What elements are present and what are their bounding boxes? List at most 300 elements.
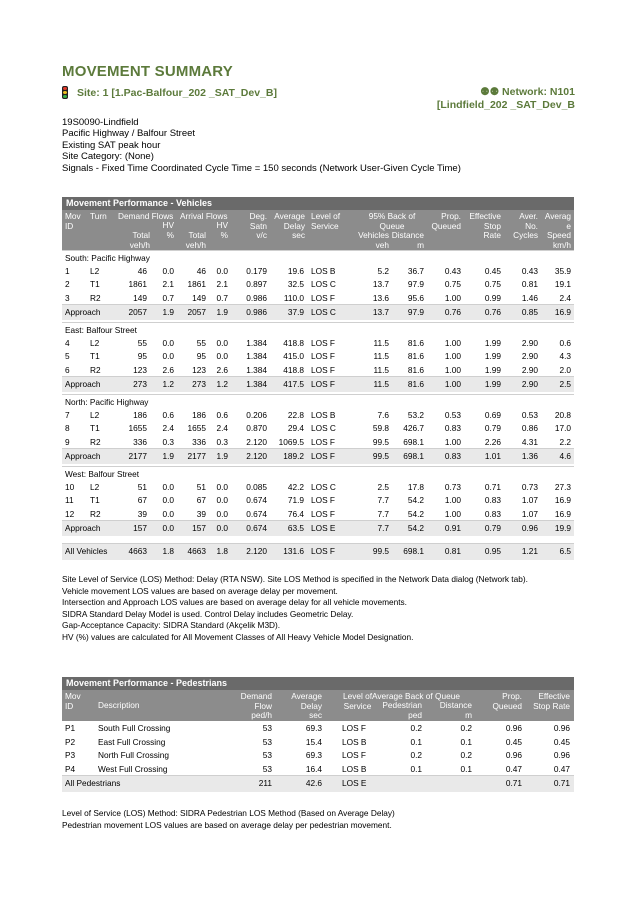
column-header: Demand Flows — [118, 211, 174, 221]
table-row — [62, 493, 574, 507]
cell: 0.83 — [484, 508, 501, 519]
cell: 0.71 — [505, 778, 522, 788]
cell: 46 — [196, 265, 206, 276]
cell: 0.85 — [521, 307, 538, 317]
cell: T1 — [90, 423, 100, 433]
cell: 0.91 — [444, 523, 461, 533]
cell: 1.8 — [216, 546, 228, 556]
cell: LOS E — [311, 523, 336, 533]
cell: 1.9 — [216, 451, 228, 461]
cell: 0.674 — [246, 508, 267, 519]
cell: 415.0 — [283, 351, 304, 361]
cell: 29.4 — [287, 423, 304, 433]
cell: 55 — [196, 337, 206, 348]
cell: LOS F — [311, 546, 335, 556]
cell: 54.2 — [407, 523, 424, 533]
cell: 1.384 — [246, 351, 267, 361]
cell: 1.00 — [444, 495, 461, 505]
cell: 3 — [65, 292, 70, 303]
cell: 0.96 — [553, 723, 570, 733]
cell: 2.90 — [521, 379, 538, 389]
column-header: Arrival Flows — [180, 211, 228, 221]
vehicle-notes — [62, 574, 528, 644]
cell: 0.83 — [484, 495, 501, 505]
cell: L2 — [90, 265, 100, 276]
cell: North Full Crossing — [98, 750, 170, 760]
cell: 81.6 — [407, 337, 424, 348]
cell: South Full Crossing — [98, 723, 171, 733]
cell: LOS C — [311, 423, 336, 433]
cell: 2.4 — [559, 292, 571, 303]
cell: 2.90 — [521, 337, 538, 348]
cell: 2.120 — [246, 451, 267, 461]
cell: 7 — [65, 409, 70, 420]
cell: 7.7 — [377, 508, 389, 519]
cell: 0.45 — [505, 736, 522, 747]
cell: 123 — [192, 364, 206, 375]
cell: 0.0 — [216, 351, 228, 361]
cell: 0.45 — [484, 265, 501, 276]
cell: 1.07 — [521, 508, 538, 519]
approach-row — [62, 376, 574, 392]
cell: 2.5 — [559, 379, 571, 389]
cell: 1 — [65, 265, 70, 276]
cell: 53 — [262, 750, 272, 760]
table-row — [62, 748, 574, 762]
cell: 0.53 — [444, 409, 461, 420]
cell: 7.6 — [377, 409, 389, 420]
cell: LOS C — [311, 481, 336, 492]
cell: 16.9 — [554, 307, 571, 317]
cell: L2 — [90, 481, 100, 492]
cell: 8 — [65, 423, 70, 433]
cell: 0.43 — [444, 265, 461, 276]
cell: 0.96 — [505, 750, 522, 760]
pedestrians-column-headers — [62, 690, 574, 721]
cell: 2.4 — [162, 423, 174, 433]
column-header: Prop. Queued — [492, 691, 522, 711]
cell: 2177 — [128, 451, 147, 461]
cell: 1.99 — [484, 351, 501, 361]
cell: 95.6 — [407, 292, 424, 303]
cell: LOS F — [311, 292, 335, 303]
cell: 1.00 — [444, 508, 461, 519]
cell: 2 — [65, 279, 70, 289]
section-title: South: Pacific Highway — [65, 253, 150, 263]
cell: 0.6 — [162, 409, 174, 420]
column-header: Effective Stop Rate — [533, 691, 570, 711]
site-label — [62, 86, 277, 99]
traffic-light-icon — [62, 86, 68, 99]
cell: 273 — [133, 379, 147, 389]
cell: 189.2 — [283, 451, 304, 461]
cell: All Vehicles — [65, 546, 108, 556]
cell: Approach — [65, 451, 101, 461]
site-name: Site: 1 [1.Pac-Balfour_202 _SAT_Dev_B] — [77, 86, 277, 99]
column-header: 95% Back of Queue — [368, 211, 416, 231]
cell: P2 — [65, 736, 76, 747]
cell: 99.5 — [372, 436, 389, 447]
table-row — [62, 480, 574, 494]
cell: 131.6 — [283, 546, 304, 556]
cell: 0.43 — [521, 265, 538, 276]
table-row — [62, 435, 574, 449]
cell: 95 — [196, 351, 206, 361]
cell: 0.53 — [521, 409, 538, 420]
cell: 211 — [258, 778, 272, 788]
pedestrian-notes — [62, 808, 395, 831]
cell: 0.179 — [246, 265, 267, 276]
cell: 19.1 — [554, 279, 571, 289]
cell: 53 — [262, 763, 272, 774]
cell: 0.96 — [553, 750, 570, 760]
cell: 51 — [137, 481, 147, 492]
column-header: Distance m — [391, 230, 424, 250]
cell: R2 — [90, 508, 101, 519]
cell: 0.79 — [484, 523, 501, 533]
cell: 19.6 — [287, 265, 304, 276]
section-title: East: Balfour Street — [65, 325, 137, 335]
cell: R2 — [90, 364, 101, 375]
cell: LOS F — [342, 750, 366, 760]
cell: 2177 — [187, 451, 206, 461]
network-label — [437, 86, 575, 112]
column-header: Averag e Speed km/h — [544, 211, 571, 250]
cell: 39 — [196, 508, 206, 519]
cell: 42.2 — [287, 481, 304, 492]
cell: 2.1 — [216, 279, 228, 289]
cell: P3 — [65, 750, 76, 760]
cell: 9 — [65, 436, 70, 447]
cell: 1655 — [128, 423, 147, 433]
cell: 0.79 — [484, 423, 501, 433]
cell: 698.1 — [403, 451, 424, 461]
cell: LOS B — [342, 763, 367, 774]
cell: 0.75 — [484, 279, 501, 289]
cell: 67 — [137, 495, 147, 505]
cell: LOS F — [311, 508, 335, 519]
cell: LOS F — [311, 495, 335, 505]
cell: 1.9 — [162, 451, 174, 461]
note-line: Level of Service (LOS) Method: SIDRA Pedestrian LOS Method (Based on Average Delay) — [62, 808, 395, 818]
cell: 0.76 — [484, 307, 501, 317]
column-header: Total veh/h — [129, 230, 150, 250]
cell: L2 — [90, 409, 100, 420]
cell: 5 — [65, 351, 70, 361]
cell: 0.83 — [444, 423, 461, 433]
cell: 19.9 — [554, 523, 571, 533]
cell: L2 — [90, 337, 100, 348]
cell: 0.1 — [460, 736, 472, 747]
approach-row — [62, 520, 574, 536]
note-line: HV (%) values are calculated for All Movement Classes of All Heavy Vehicle Model Designation. — [62, 631, 414, 642]
cell: 0.206 — [246, 409, 267, 420]
cell: Approach — [65, 379, 101, 389]
table-row — [62, 762, 574, 776]
table-row — [62, 264, 574, 278]
cell: 698.1 — [403, 546, 424, 556]
cell: West Full Crossing — [98, 763, 168, 774]
cell: 16.9 — [554, 508, 571, 519]
cell: 0.0 — [162, 495, 174, 505]
table-row — [62, 349, 574, 363]
cell: R2 — [90, 436, 101, 447]
cell: 0.81 — [521, 279, 538, 289]
cell: 186 — [133, 409, 147, 420]
cell: 4.31 — [521, 436, 538, 447]
cell: 698.1 — [403, 436, 424, 447]
cell: LOS F — [311, 337, 335, 348]
cell: 71.9 — [287, 495, 304, 505]
cell: 69.3 — [305, 750, 322, 760]
cell: 39 — [137, 508, 147, 519]
cell: 53.2 — [407, 409, 424, 420]
cell: 0.69 — [484, 409, 501, 420]
cell: 0.6 — [216, 409, 228, 420]
cell: LOS E — [342, 778, 367, 788]
cell: 69.3 — [305, 723, 322, 733]
column-header: Mov ID — [65, 691, 81, 711]
cell: 0.0 — [216, 337, 228, 348]
table-row — [62, 363, 574, 377]
cell: 13.7 — [372, 307, 389, 317]
cell: 0.99 — [484, 292, 501, 303]
cell: 0.71 — [553, 778, 570, 788]
cell: LOS F — [311, 364, 335, 375]
cell: 1861 — [187, 279, 206, 289]
column-header: Pedestrian ped — [382, 700, 422, 720]
cell: 2.90 — [521, 364, 538, 375]
network-sub: [Lindfield_202 _SAT_Dev_B — [436, 99, 575, 111]
cell: 157 — [192, 523, 206, 533]
column-header: Level of Service — [342, 691, 373, 711]
cell: Approach — [65, 307, 101, 317]
cell: 42.6 — [305, 778, 322, 788]
cell: 0.085 — [246, 481, 267, 492]
cell: 1.384 — [246, 379, 267, 389]
approach-row — [62, 448, 574, 464]
cell: 7.7 — [377, 523, 389, 533]
note-line: Intersection and Approach LOS values are based on average delay for all vehicle movements. — [62, 597, 407, 608]
table-row — [62, 507, 574, 521]
cell: 0.2 — [410, 750, 422, 760]
cell: 2.90 — [521, 351, 538, 361]
cell: 0.0 — [216, 495, 228, 505]
cell: 2057 — [128, 307, 147, 317]
cell: 95 — [137, 351, 147, 361]
cell: 4663 — [187, 546, 206, 556]
cell: LOS F — [311, 379, 335, 389]
cell: 27.3 — [554, 481, 571, 492]
cell: 16.9 — [554, 495, 571, 505]
cell: 1.21 — [521, 546, 538, 556]
column-header: Average Back of Queue — [372, 691, 460, 701]
cell: 157 — [133, 523, 147, 533]
table-row — [62, 336, 574, 350]
cell: 0.81 — [444, 546, 461, 556]
cell: 2.120 — [246, 546, 267, 556]
cell: 67 — [196, 495, 206, 505]
cell: 2.120 — [246, 436, 267, 447]
approach-row — [62, 304, 574, 320]
cell: 5.2 — [377, 265, 389, 276]
cell: 4 — [65, 337, 70, 348]
cell: 2057 — [187, 307, 206, 317]
cell: 2.1 — [162, 279, 174, 289]
cell: 0.1 — [460, 763, 472, 774]
cell: 0.2 — [410, 723, 422, 733]
cell: 0.674 — [246, 523, 267, 533]
cell: 0.1 — [410, 736, 422, 747]
cell: 2.2 — [559, 436, 571, 447]
cell: 46 — [137, 265, 147, 276]
page-title: MOVEMENT SUMMARY — [62, 63, 233, 80]
cell: 1.384 — [246, 364, 267, 375]
cell: 11.5 — [373, 379, 389, 389]
info-line: Existing SAT peak hour — [62, 139, 161, 151]
cell: 1.384 — [246, 337, 267, 348]
cell: 0.0 — [162, 351, 174, 361]
cell: LOS F — [311, 351, 335, 361]
site-info — [62, 117, 461, 174]
cell: 0.2 — [460, 750, 472, 760]
cell: 417.5 — [283, 379, 304, 389]
column-header: Description — [98, 700, 140, 710]
vehicles-table — [62, 197, 574, 560]
cell: 418.8 — [283, 337, 304, 348]
note-line: Vehicle movement LOS values are based on average delay per movement. — [62, 585, 338, 596]
vehicles-column-headers — [62, 210, 574, 250]
cell: 1.00 — [444, 436, 461, 447]
cell: 17.0 — [554, 423, 571, 433]
cell: 0.6 — [559, 337, 571, 348]
column-header: Average Delay sec — [291, 691, 322, 720]
cell: All Pedestrians — [65, 778, 121, 788]
cell: 97.9 — [407, 307, 424, 317]
cell: LOS B — [311, 265, 336, 276]
cell: 0.47 — [505, 763, 522, 774]
column-header: Turn — [90, 211, 107, 221]
cell: 20.8 — [554, 409, 571, 420]
cell: 0.86 — [521, 423, 538, 433]
column-header: Total veh/h — [185, 230, 206, 250]
column-header: Mov ID — [65, 211, 81, 231]
cell: 418.8 — [283, 364, 304, 375]
cell: 4663 — [128, 546, 147, 556]
column-header: Level of Service — [311, 211, 341, 231]
cell: 4.6 — [559, 451, 571, 461]
column-header: Aver. No. Cycles — [513, 211, 538, 240]
cell: 1.8 — [162, 546, 174, 556]
cell: 0.0 — [216, 508, 228, 519]
column-header: Prop. Queued — [431, 211, 461, 231]
cell: 1069.5 — [278, 436, 304, 447]
table-row — [62, 291, 574, 305]
note-line: Pedestrian movement LOS values are based on average delay per pedestrian movement. — [62, 819, 392, 830]
cell: 36.7 — [407, 265, 424, 276]
note-line: Gap-Acceptance Capacity: SIDRA Standard (Akçelik M3D). — [62, 620, 281, 631]
cell: 6.5 — [559, 546, 571, 556]
cell: 0.0 — [216, 523, 228, 533]
cell: 54.2 — [407, 508, 424, 519]
pedestrians-table-header: Movement Performance - Pedestrians — [62, 677, 574, 690]
cell: 0.73 — [521, 481, 538, 492]
cell: 336 — [133, 436, 147, 447]
cell: 0.71 — [484, 481, 501, 492]
info-line: 19S0090-Lindfield — [62, 117, 139, 128]
cell: R2 — [90, 292, 101, 303]
cell: 10 — [65, 481, 75, 492]
cell: 53 — [262, 723, 272, 733]
cell: 0.47 — [553, 763, 570, 774]
cell: 15.4 — [305, 736, 322, 747]
cell: 0.986 — [246, 292, 267, 303]
cell: 12 — [65, 508, 75, 519]
cell: 1.2 — [216, 379, 228, 389]
cell: LOS C — [311, 307, 336, 317]
cell: 0.7 — [216, 292, 228, 303]
cell: 0.0 — [216, 481, 228, 492]
cell: 0.870 — [246, 423, 267, 433]
cell: 0.96 — [521, 523, 538, 533]
cell: 110.0 — [283, 292, 304, 303]
info-line: Pacific Highway / Balfour Street — [62, 128, 196, 140]
table-row — [62, 408, 574, 422]
cell: 11.5 — [373, 337, 389, 348]
all-vehicles-row — [62, 543, 574, 560]
cell: 0.76 — [444, 307, 461, 317]
table-row — [62, 277, 574, 291]
cell: 1.9 — [162, 307, 174, 317]
column-header: Demand Flow ped/h — [240, 691, 272, 720]
note-line: SIDRA Standard Delay Model is used. Control Delay includes Geometric Delay. — [62, 608, 354, 619]
cell: 0.45 — [553, 736, 570, 747]
cell: 81.6 — [407, 351, 424, 361]
cell: T1 — [90, 279, 100, 289]
cell: 1.99 — [484, 364, 501, 375]
info-line: Site Category: (None) — [62, 151, 154, 163]
cell: 1.99 — [484, 379, 501, 389]
cell: 97.9 — [407, 279, 424, 289]
cell: 0.674 — [246, 495, 267, 505]
all-pedestrians-row — [62, 775, 574, 792]
cell: 123 — [133, 364, 147, 375]
cell: 1655 — [187, 423, 206, 433]
cell: 0.0 — [216, 265, 228, 276]
section-title: North: Pacific Highway — [65, 397, 149, 407]
cell: 2.6 — [216, 364, 228, 375]
cell: T1 — [90, 351, 100, 361]
cell: 1.00 — [444, 337, 461, 348]
column-header: Average Delay sec — [274, 211, 305, 240]
cell: 11.5 — [373, 351, 389, 361]
cell: 11 — [65, 495, 74, 505]
cell: 2.4 — [216, 423, 228, 433]
cell: 0.75 — [444, 279, 461, 289]
cell: 76.4 — [287, 508, 304, 519]
column-header: Effective Stop Rate — [469, 211, 501, 240]
cell: LOS B — [311, 409, 336, 420]
cell: 0.0 — [162, 337, 174, 348]
cell: 22.8 — [287, 409, 304, 420]
network-name: Network: N101 — [502, 86, 575, 98]
vehicles-table-body — [62, 250, 574, 560]
section-header — [62, 250, 574, 264]
pedestrians-table — [62, 677, 574, 792]
cell: 63.5 — [287, 523, 304, 533]
cell: 1.00 — [444, 379, 461, 389]
cell: 99.5 — [372, 451, 389, 461]
